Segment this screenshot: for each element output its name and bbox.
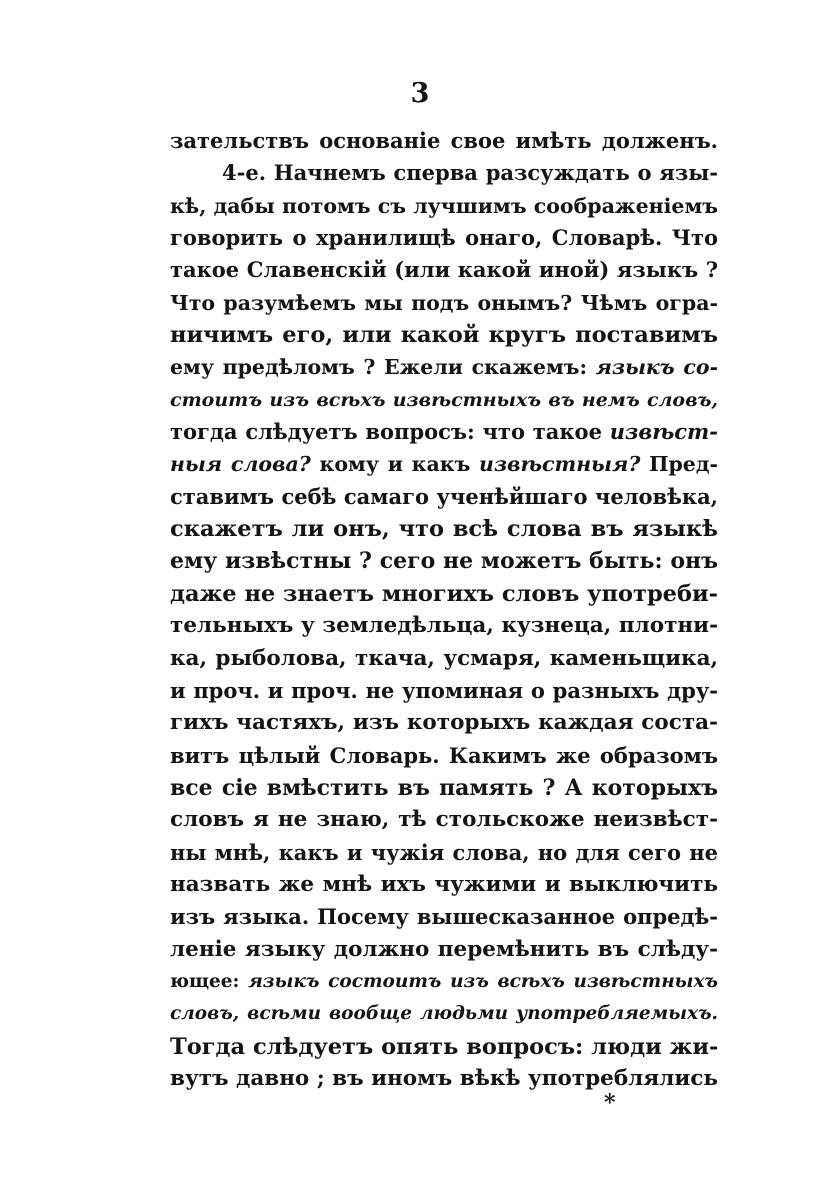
line-text: назвать же мнѣ ихъ чужими и выключить (170, 871, 718, 897)
line-text: Пред- (640, 452, 718, 477)
text-line (170, 772, 718, 804)
text-line (170, 319, 718, 351)
line-text: все сіе вмѣстить въ память ? А которыхъ (170, 774, 718, 801)
line-text: ставимъ себѣ самаго ученѣйшаго человѣка, (170, 483, 718, 509)
text-line (170, 416, 718, 448)
text-line (170, 254, 718, 286)
text-line (170, 157, 718, 189)
line-text: ему извѣстны ? сего не можетъ быть: онъ (170, 548, 718, 575)
italic-text: стоитъ изъ всѣхъ извѣстныхъ въ немъ словъ, (170, 388, 718, 411)
text-line (170, 837, 718, 869)
text-line (170, 966, 718, 998)
line-text: тельныхъ у земледѣльца, кузнеца, плотни- (170, 613, 718, 639)
text-line (170, 481, 718, 513)
line-text: ющее: (170, 970, 249, 992)
text-line (170, 513, 718, 545)
line-text: такое Славенскій (или какой иной) языкъ ? (170, 257, 718, 283)
italic-text: извѣстныя? (479, 452, 641, 477)
text-line (170, 448, 718, 480)
page-number: 3 (410, 78, 430, 109)
text-line (170, 707, 718, 739)
text-line (170, 578, 718, 610)
line-text: говорить о хранилищѣ онаго, Словарѣ. Что (170, 225, 718, 251)
text-line (170, 675, 718, 707)
line-text: ка, рыболова, ткача, усмаря, каменьщика, (170, 645, 718, 671)
line-text: ему предѣломъ ? Ежели скажемъ: (170, 355, 596, 380)
line-text: кому и какъ (310, 452, 480, 477)
text-line (170, 287, 718, 319)
line-text: изъ языка. Посему вышесказанное опредѣ- (170, 904, 718, 930)
text-line (170, 190, 718, 222)
text-line (170, 1063, 718, 1095)
line-text: ны мнѣ, какъ и чужія слова, но для сего не (170, 839, 718, 865)
line-text: кѣ, дабы потомъ съ лучшимъ соображеніемъ (170, 193, 718, 218)
italic-text: извѣст- (609, 419, 718, 445)
line-text: витъ цѣлый Словарь. Какимъ же образомъ (170, 742, 718, 768)
text-line (170, 934, 718, 966)
text-line (170, 610, 718, 642)
line-text: зательствъ основаніе свое имѣть долженъ. (170, 128, 718, 153)
italic-text: ныя слова? (170, 452, 311, 477)
text-line (170, 869, 718, 901)
italic-text: языкъ состоитъ изъ всѣхъ извѣстныхъ (248, 970, 718, 992)
line-text: вутъ давно ; въ иномъ вѣкѣ употреблялись (170, 1065, 719, 1091)
line-text: Тогда слѣдуетъ опять вопросъ: люди жи- (170, 1033, 719, 1060)
text-line (170, 545, 718, 577)
line-text: скажетъ ли онъ, что всѣ слова въ языкѣ (170, 516, 718, 543)
text-line (170, 351, 718, 383)
text-line (170, 901, 718, 933)
text-line (170, 804, 718, 836)
italic-text: словъ, всѣми вообще людьми употребляемыхъ. (170, 1003, 718, 1025)
line-text: гихъ частяхъ, изъ которыхъ каждая соста- (170, 710, 718, 736)
body-text (170, 125, 718, 1095)
text-line (170, 740, 718, 772)
line-text: и проч. и проч. не упоминая о разныхъ дру- (170, 677, 718, 703)
text-line (170, 998, 718, 1030)
text-line (170, 384, 718, 416)
line-text: леніе языку должно перемѣнить въ слѣду- (170, 936, 718, 962)
text-line (170, 222, 718, 254)
line-text: Что разумѣемъ мы подъ онымъ? Чѣмъ огра- (170, 290, 718, 315)
signature-mark: * (604, 1090, 616, 1116)
text-line (170, 125, 718, 157)
line-text: тогда слѣдуетъ вопросъ: что такое (170, 419, 610, 445)
line-text: словъ я не знаю, тѣ стольскоже неизвѣст- (170, 807, 718, 833)
line-text: даже не знаетъ многихъ словъ употреби- (170, 580, 719, 607)
italic-text: языкъ со- (595, 355, 718, 380)
line-text: 4-е. Начнемъ сперва разсуждать о язы- (222, 160, 718, 186)
text-line (170, 1031, 718, 1063)
text-line (170, 643, 718, 675)
line-text: ничимъ его, или какой кругъ поставимъ (170, 322, 718, 349)
